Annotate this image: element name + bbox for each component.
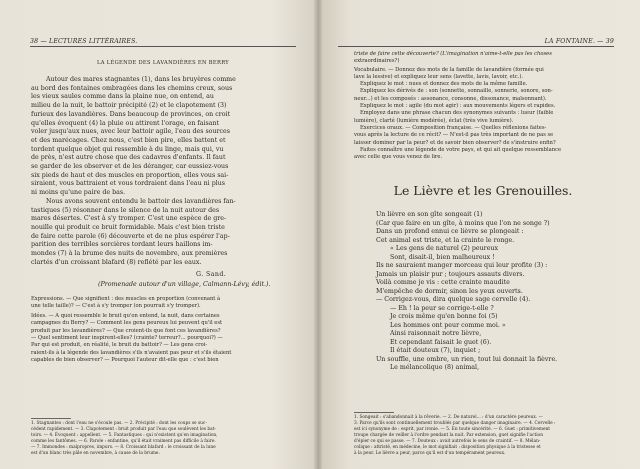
left-page-number-title: 38 — LECTURES LITTÉRAIRES. [30, 38, 138, 45]
poem-verse: Jamais un plaisir pur ; toujours assauts divers. [376, 270, 525, 278]
exercise-line: vous après la lecture de ce récit? — N'est-il pas très important de ne pas se [354, 132, 554, 139]
footnote-line: à la peur. Le lièvre a peur, parce qu'il est d'un tempérament peureux. [354, 451, 506, 456]
poem-verse: — Eh ! la peur se corrige-t-elle ? [390, 304, 494, 312]
poem-verse: Dans un profond ennui ce lièvre se plongeait : [376, 228, 524, 235]
poem-title: Le Lièvre et les Grenouilles. [393, 183, 573, 198]
footnote-line: cèdent rapidement. — 3. Clapotement : bruit produit par l'eau que soulèvent les bat- [31, 427, 216, 432]
legend-line: se garder de les observer et de les déranger, car eussiez-vous [31, 163, 229, 170]
author-signature: G. Sand. [196, 271, 227, 278]
poem-verse: Je crois même qu'en bonne foi (5) [390, 313, 498, 320]
poem-verse: Et cependant faisait le guet (6). [390, 338, 492, 346]
poem-verse: Cet animal est triste, et la crainte le ronge. [376, 236, 515, 244]
left-page [0, 0, 318, 469]
exercise-line: campagnes du Berry? — Comment les gens peureux lui peuvent qu'il est [31, 320, 223, 327]
poem-verse: Ainsi raisonnait notre lièvre, [390, 330, 482, 337]
exercise-line: Par qui est produit, en réalité, le bruit du battoir? — Les gens croi- [31, 342, 208, 349]
exercise-line: une telle taille)? — C'est à s'y tromper (on pourrait s'y tromper). [31, 303, 201, 310]
poem-verse: (Car que faire en un gîte, à moins que l'on ne songe ?) [376, 219, 550, 227]
legend-line: voler jusqu'aux nues, avec leur battoir agile, l'eau des sources [31, 128, 231, 136]
poem-verse: « Les gens de naturel (2) peureux [390, 245, 499, 252]
poem-verse: — Corrigez-vous, dira quelque sage cervelle (4). [376, 296, 531, 303]
legend-line: milieu de la nuit, le battoir précipité (2) et le clapotement (3) [31, 102, 227, 110]
footnote-line: 3. Parce qu'ils sont continuellement troublés par quelque danger imaginaire. — 4. Cervelle : [354, 421, 556, 426]
footnote-line: — 7. Immondes : malpropres, impurs. — 8. Croissant blafard : le croissant de la lune [31, 445, 216, 450]
legend-line: de faire cette parole (6) découverte et de ne plus espérer l'ap- [31, 232, 230, 240]
exercise-line: laisser dominer par la peur? et de savoir bien observer? de s'instruire enfin? [354, 139, 556, 146]
exercise-line: produit par les lavandières? — Que croient-ils que font ces lavandières? [31, 327, 221, 334]
footnote-line: est ici synonyme de : esprit, par ironie. — 5. En toute sincérité. — 6. Guet : primitivement [354, 427, 550, 432]
exercise-line: Expliquez le mot : agile (du mot agir) : aux mouvements légers et rapides. [360, 103, 556, 109]
legend-line: qu'elles évoquent (4) la pluie ou attirent l'orage, en faisant [31, 119, 220, 127]
poem-verse: Les hommes ont peur comme moi. » [390, 321, 506, 329]
legend-line: parition des terribles sorcières tordant leurs haillons im- [31, 241, 213, 249]
footnote-line: 1. Songeait : s'abandonnait à la rêverie. — 2. De naturel... : d'un caractère peureux. — [354, 415, 543, 420]
legend-line: ni moins qu'une paire de bas. [31, 189, 126, 197]
legend-line: tastiques (5) résonner dans le silence de la nuit autour des [31, 206, 220, 214]
exercise-line: lumière), clarté (lumière modérée), éclat (très vive lumière). [354, 117, 514, 124]
legend-line: siraient, vous battraient et vous tordraient dans l'eau ni plus [31, 180, 226, 188]
legend-line: de près, n'est autre chose que des cadavres d'enfants. Il faut [31, 154, 226, 162]
legend-line: tordent quelque objet qui ressemble à du linge, mais qui, vu [31, 145, 224, 153]
right-page-header [338, 38, 614, 47]
exercise-line: Expressions. — Que signifient : des muscles en proportion (convenant à [31, 296, 221, 302]
legend-line: clartés d'un croissant blafard (8) reflété par les eaux. [31, 258, 202, 266]
legend-line: et des marécages. Chez nous, c'est bien pire, elles battent et [31, 136, 226, 144]
poem-verse: Le mélancolique (8) animal, [390, 364, 480, 371]
exercise-line: Exercices oraux. — Composition française. — Quelles réflexions faites- [360, 125, 547, 131]
legend-line: Autour des mares stagnantes (1), dans les bruyères comme [46, 76, 236, 83]
footnote-rule [354, 412, 394, 413]
exercise-line: extraordinaires?) [354, 58, 400, 65]
exercise-line: Faites connaître une légende de votre pays, et qui ait quelque ressemblance [360, 146, 562, 153]
legend-line: six pieds de haut et des muscles en proportion, elles vous sai- [31, 171, 229, 179]
footnote-line: est d'un blanc très pâle en novembre, à cause de la brume. [31, 451, 160, 456]
legend-heading: LA LÉGENDE DES LAVANDIÈRES EN BERRY [97, 60, 229, 66]
footnote-line: comme les fantômes. — 6. Parole : enfantine, qu'il était vraiment pas difficile à faire. [31, 439, 216, 444]
exercise-line: Expliquez les dérivés de : son (sonnette, sonnaille, sonnerie, sonore, son- [360, 88, 553, 95]
poem-verse: M'empêche de dormir, sinon les yeux ouverts. [376, 287, 523, 295]
poem-verse: Voilà comme je vis : cette crainte maudite [376, 279, 510, 286]
legend-line: mares désertes. C'est à s'y tromper. C'est une espèce de gre- [31, 215, 227, 223]
right-page-title-number: LA FONTAINE. — 39 [544, 38, 614, 45]
legend-line: mondes (7) à la brume des nuits de novembre, aux premières [31, 250, 228, 257]
footnote-line: d'épier ce qui se passe. — 7. Douteux : avait autrefois le sens de craintif. — 8. Mélan- [354, 439, 541, 444]
right-page [318, 0, 640, 469]
poem-verse: Un souffle, une ombre, un rien, tout lui donnait la fièvre. [376, 355, 558, 363]
exercise-line: Vocabulaire. — Donnez des mots de la famille de lavandière (formée qui [354, 66, 544, 73]
legend-line: Nous avons souvent entendu le battoir des lavandières fan- [46, 197, 236, 205]
poem-verse: Il était douteux (7), inquiet ; [390, 347, 481, 354]
exercise-line: Idées. — A quoi ressemble le bruit qu'on entend, la nuit, dans certaines [31, 313, 220, 319]
exercise-line: Expliquez le mot : nues et donnez des mots de la même famille. [360, 81, 528, 88]
source-citation: (Promenade autour d'un village, Calmann-Lévy, édit.). [98, 281, 271, 288]
poem-verse: Sont, disait-il, bien malheureux ! [390, 253, 495, 261]
exercise-line: Employez dans une phrase chacun des synonymes suivants : lueur (faible [360, 110, 554, 117]
footnote-line: toirs. — 4. Évoquent : appellent. — 5. Fantastiques : qui n'existent qu'en imagination, [31, 433, 218, 438]
footnote-line: troupe chargée de veiller à l'ordre pendant la nuit. Par extension, guet signifie l'action [354, 433, 543, 438]
footnote-line: colique : attristé, en médecine, le mot signifiait : disposition physique à la tristesse et [354, 445, 541, 450]
footnote-line: 1. Stagnantes : dont l'eau ne s'écoule pas. — 2. Précipité : dont les coups se suc- [31, 421, 207, 426]
exercise-line: neur...) et les composés : assonance, consonne, dissonance, malsonnant). [354, 95, 547, 102]
exercise-line: triste de faire cette découverte? (L'imagination n'aime-t-elle pas les choses [354, 51, 552, 57]
legend-line: au bord des fontaines ombragées dans les chemins creux, sous [31, 84, 233, 92]
poem-verse: Ils ne sauraient manger morceau qui leur profite (3) : [376, 262, 548, 269]
left-page-header [30, 38, 296, 47]
exercise-line: raient-ils à la légende des lavandières s'ils n'avaient pas peur et s'ils étaient [31, 349, 232, 356]
legend-line: furieux des lavandières. Dans beaucoup de provinces, on croit [31, 110, 231, 118]
exercise-line: lave la lessive) et expliquez leur sens (lavette, lavis, lavoir, etc.). [354, 73, 523, 80]
legend-line: nouille qui produit ce bruit formidable. Mais c'est bien triste [31, 223, 225, 231]
exercise-line: avec celle que vous venez de lire. [354, 154, 443, 161]
footnote-rule [31, 418, 71, 419]
legend-line: les vieux saules comme dans la plaine nue, on entend, au [31, 93, 214, 101]
exercise-line: — Quel sentiment leur inspirent-elles? (crainte? terreur?... pourquoi?) — [31, 334, 223, 341]
book-gutter [314, 0, 322, 469]
poem-verse: Un lièvre en son gîte songeait (1) [376, 211, 483, 218]
exercise-line: capables de bien observer? — Pourquoi l'auteur dit-elle que : c'est bien [31, 356, 219, 363]
